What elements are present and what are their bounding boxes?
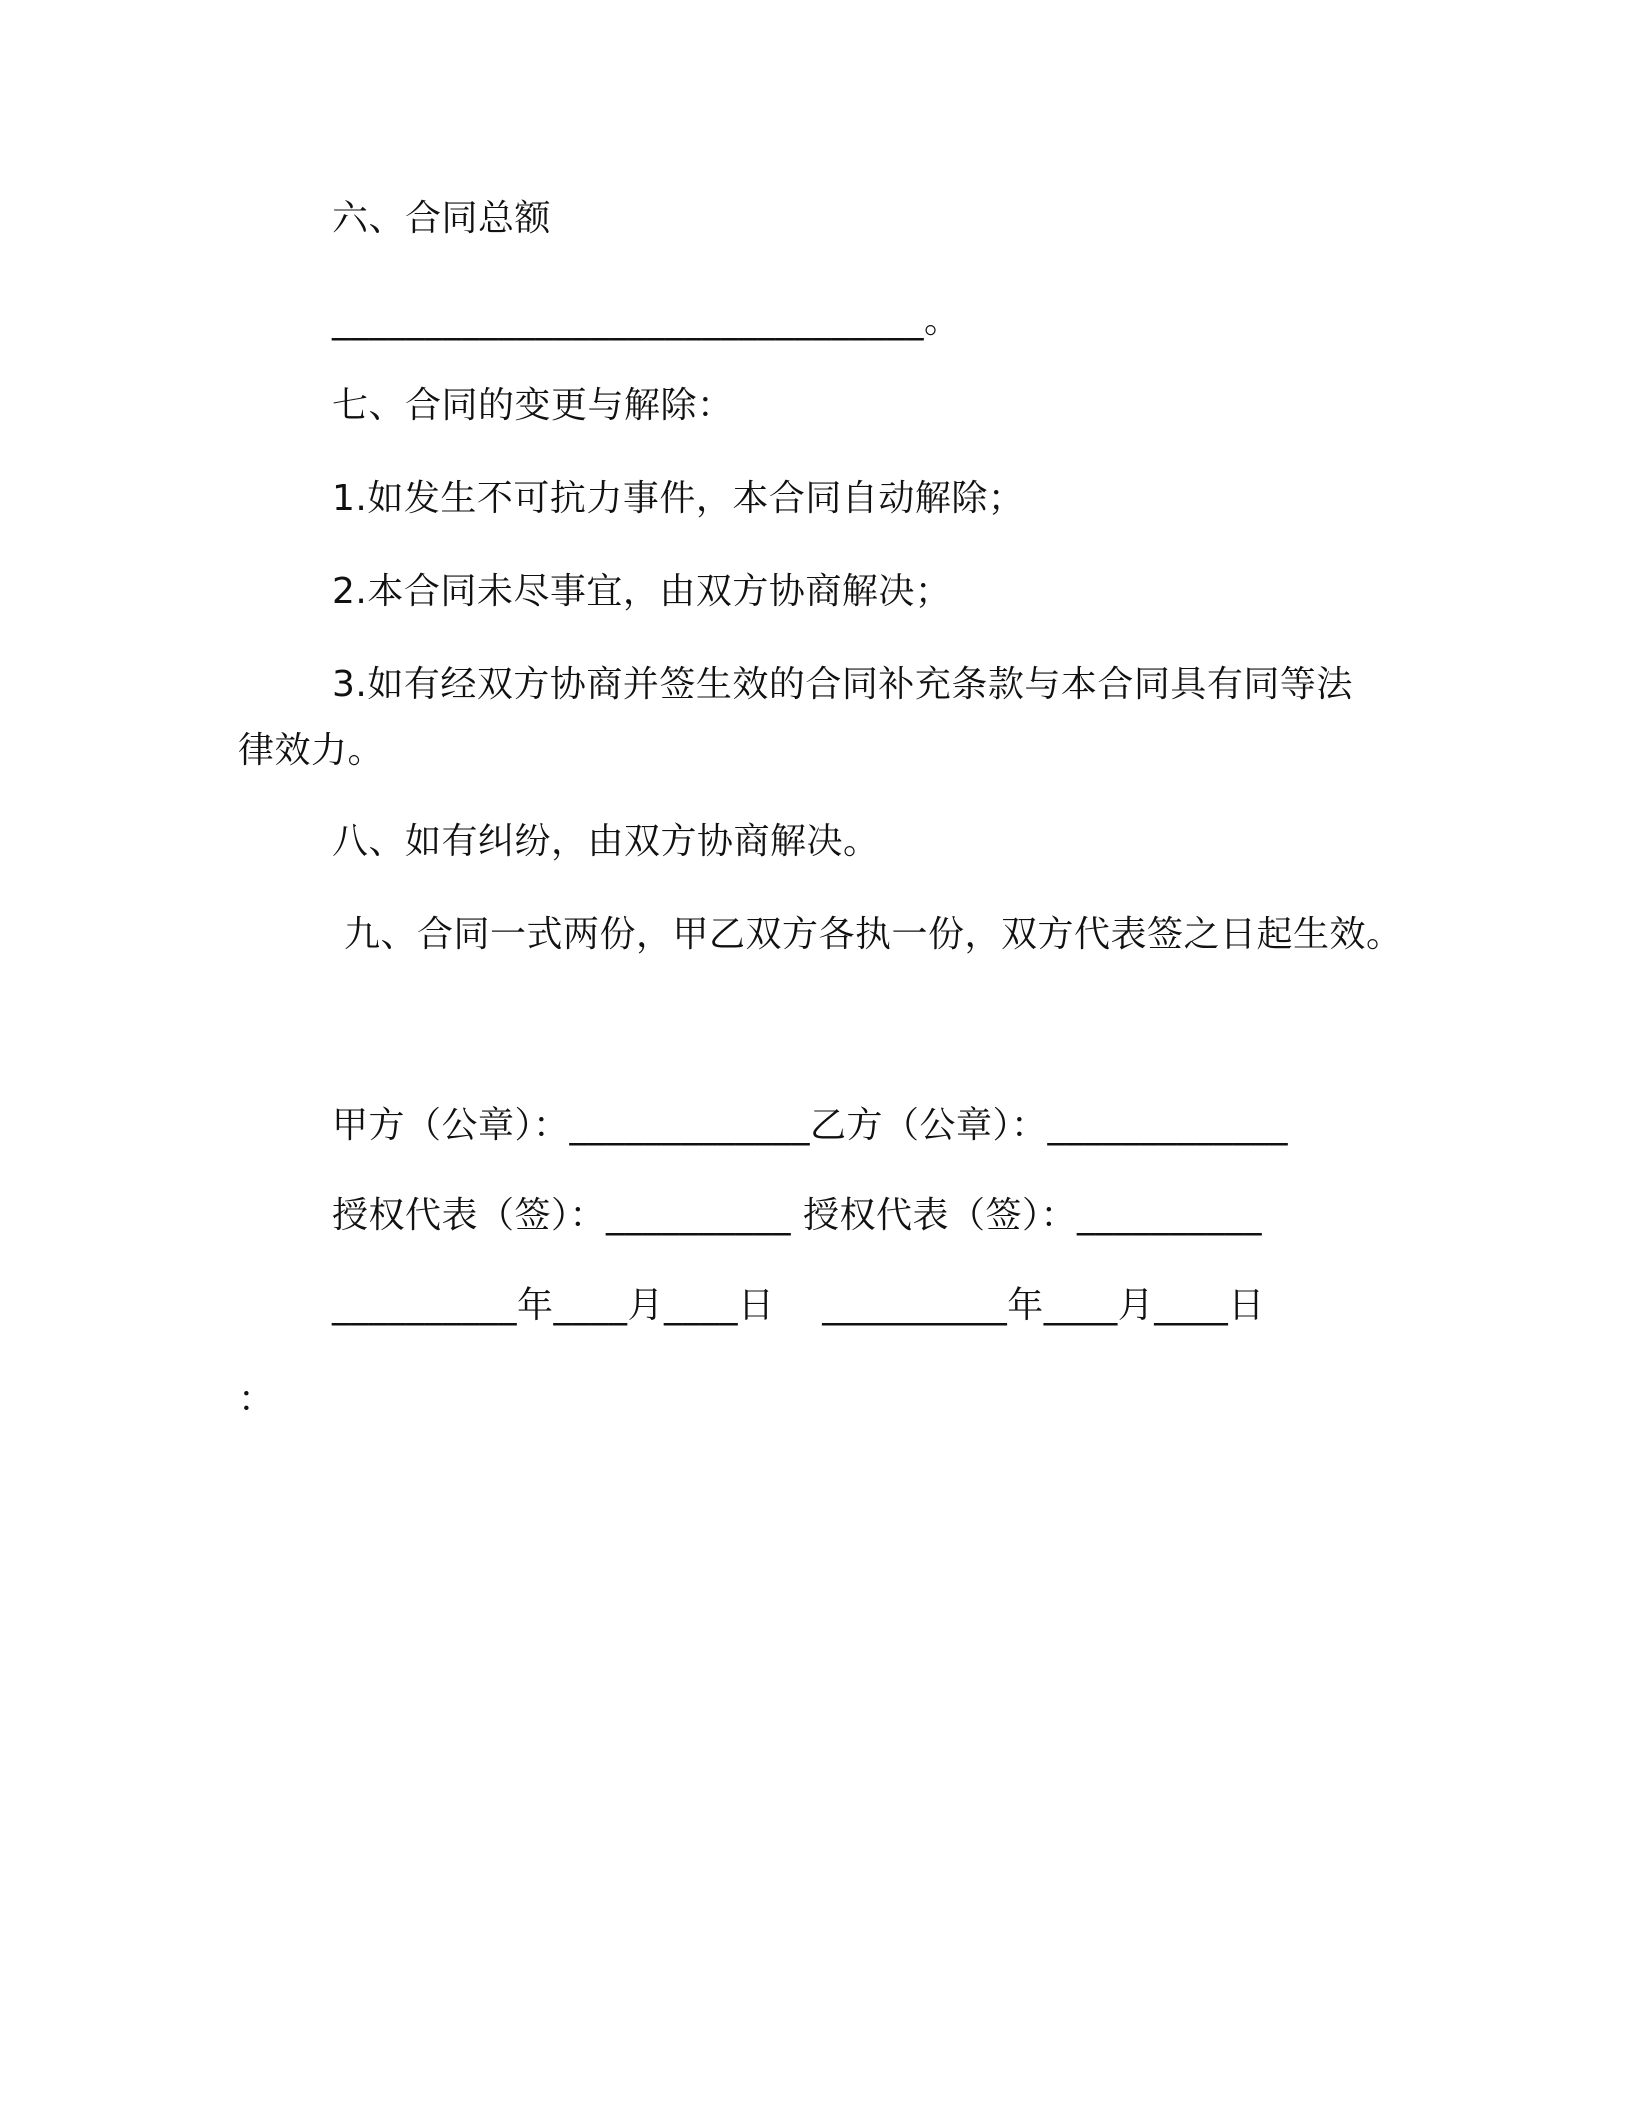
section-seven-item-3-line-2: 律效力。 <box>238 730 385 771</box>
section-seven-title: 七、合同的变更与解除： <box>332 385 734 426</box>
section-seven-item-2: 2.本合同未尽事宜，由双方协商解决； <box>332 571 952 612</box>
section-seven-item-1: 1.如发生不可抗力事件，本合同自动解除； <box>332 478 1025 519</box>
trailing-colon: ： <box>238 1379 275 1420</box>
section-nine: 九、合同一式两份，甲乙双方各执一份，双方代表签之日起生效。 <box>332 914 1403 955</box>
section-eight: 八、如有纠纷，由双方协商解决。 <box>332 821 880 862</box>
signature-representative-line: 授权代表（签）：__________ 授权代表（签）：__________ <box>332 1195 1262 1236</box>
contract-amount-blank: ________________________________。 <box>332 300 961 341</box>
signature-seal-line: 甲方（公章）：_____________乙方（公章）：_____________ <box>332 1105 1289 1146</box>
section-seven-item-3-line-1: 3.如有经双方协商并签生效的合同补充条款与本合同具有同等法 <box>332 664 1353 705</box>
signature-date-line: __________年____月____日 __________年____月____日 <box>332 1285 1265 1326</box>
section-six-title: 六、合同总额 <box>332 198 552 239</box>
